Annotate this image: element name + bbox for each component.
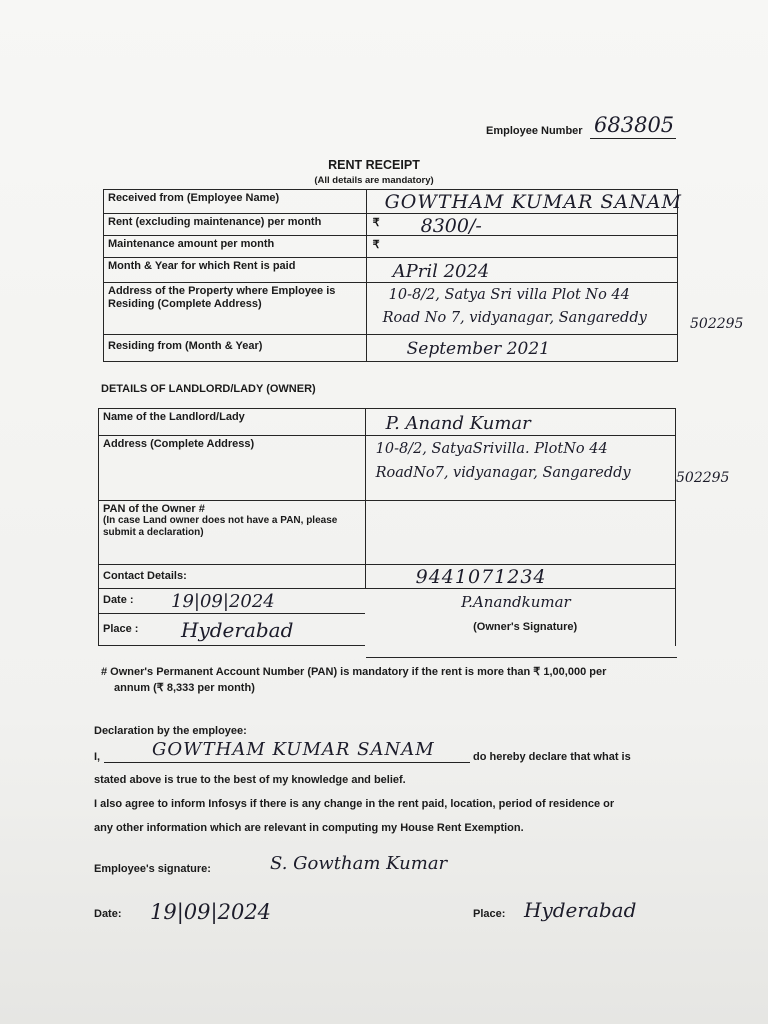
address-line-1: 10-8/2, Satya Sri villa Plot No 44 [388,287,630,303]
place-value: Hyderabad [181,618,294,642]
rent-value: 8300/- [420,215,482,237]
employee-number-label: Employee Number [486,125,583,137]
employee-signature-label: Employee's signature: [94,863,211,875]
row-maintenance [104,236,678,258]
declaration-prefix: I, [94,751,101,763]
received-from-value: GOWTHAM KUMAR SANAM [384,191,682,213]
declaration-employee-name: GOWTHAM KUMAR SANAM [152,739,435,760]
owner-pan-note: (In case Land owner does not have a PAN, please submit a declaration) [103,515,338,538]
declaration-place-value: Hyderabad [524,898,637,922]
landlord-name-label: Name of the Landlord/Lady [103,411,245,423]
residing-from-label: Residing from (Month & Year) [108,340,263,352]
address-label: Address of the Property where Employee is Residing (Complete Address) [108,285,336,310]
row-contact [99,565,676,589]
row-landlord-name [99,409,676,436]
declaration-name-underline [104,762,470,763]
row-landlord-address [99,436,676,501]
rent-details-table [103,189,682,362]
contact-value: 9441071234 [415,566,547,588]
owner-pan-label: PAN of the Owner # [103,503,205,515]
landlord-address-line-2: RoadNo7, vidyanagar, Sangareddy [375,465,631,481]
landlord-details-table [98,408,676,646]
date-label: Date : [103,594,134,606]
landlord-address-pincode: 502295 [676,470,730,486]
declaration-line-2: stated above is true to the best of my knowledge and belief. [94,774,406,786]
landlord-heading: DETAILS OF LANDLORD/LADY (OWNER) [101,383,316,395]
place-label: Place : [103,623,139,635]
contact-label: Contact Details: [103,570,187,582]
employee-signature: S. Gowtham Kumar [270,853,448,874]
rent-label: Rent (excluding maintenance) per month [108,216,322,228]
owner-signature: P.Anandkumar [461,593,571,611]
address-line-2: Road No 7, vidyanagar, Sangareddy [382,310,647,326]
declaration-line-4: any other information which are relevant in computing my House Rent Exemption. [94,822,524,834]
row-owner-pan [99,501,676,565]
employee-number-value: 683805 [594,113,675,137]
rent-currency: ₹ [372,217,380,229]
declaration-suffix: do hereby declare that what is [473,751,631,763]
declaration-place-label: Place: [473,908,506,920]
landlord-name-value: P. Anand Kumar [385,413,531,434]
maintenance-currency: ₹ [372,239,380,251]
receipt-subtitle: (All details are mandatory) [314,175,434,186]
signature-box-bottom-border [366,657,677,658]
declaration-date-value: 19|09|2024 [150,900,272,924]
owner-signature-label: (Owner's Signature) [473,621,578,633]
landlord-address-line-1: 10-8/2, SatyaSrivilla. PlotNo 44 [375,441,608,457]
month-year-label: Month & Year for which Rent is paid [108,260,296,272]
row-residing-from [104,335,678,362]
date-value: 19|09|2024 [171,591,275,612]
residing-from-value: September 2021 [406,339,550,359]
row-date [99,589,676,614]
maintenance-label: Maintenance amount per month [108,238,275,250]
declaration-date-label: Date: [94,908,122,920]
pan-note-line-2: annum (₹ 8,333 per month) [114,682,255,694]
month-year-value: APril 2024 [392,261,490,282]
row-month-year [104,258,678,283]
landlord-address-label: Address (Complete Address) [103,438,255,450]
row-rent [104,214,678,236]
row-address [104,283,678,335]
employee-number-underline [590,138,676,139]
received-from-label: Received from (Employee Name) [108,192,280,204]
receipt-title: RENT RECEIPT [328,158,420,172]
pan-note-line-1: # Owner's Permanent Account Number (PAN) is mandatory if the rent is more than ₹ 1,00,000 per [101,666,607,678]
declaration-heading: Declaration by the employee: [94,725,247,737]
row-received-from [104,190,678,214]
address-pincode: 502295 [690,316,744,332]
declaration-line-3: I also agree to inform Infosys if there is any change in the rent paid, location, period of residence or [94,798,615,810]
